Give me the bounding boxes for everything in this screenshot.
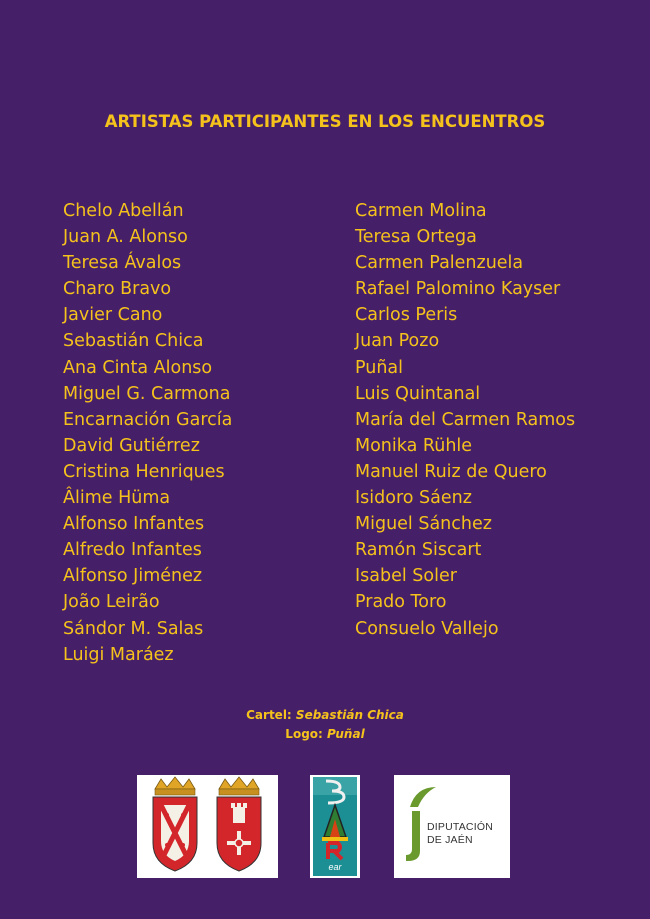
artist-name: Monika Rühle [355, 435, 473, 456]
ear-logo-text: ear [328, 862, 342, 872]
artist-name: Consuelo Vallejo [355, 618, 499, 639]
artist-name: David Gutiérrez [63, 435, 200, 456]
poster-credit-label: Cartel: [246, 708, 292, 722]
artist-name: Juan A. Alonso [63, 227, 188, 248]
diputacion-jaen-logo [394, 775, 510, 878]
artist-list-left [63, 198, 232, 668]
artist-name: Carmen Molina [355, 201, 487, 221]
artist-name: Chelo Abellán [63, 201, 184, 221]
poster-credit [0, 708, 650, 722]
artist-name: Isidoro Sáenz [355, 488, 472, 509]
artist-name: Rafael Palomino Kayser [355, 279, 561, 300]
logo-credit-label: Logo: [285, 727, 323, 741]
poster-credit-value: Sebastián Chica [295, 708, 404, 722]
page-title: ARTISTAS PARTICIPANTES EN LOS ENCUENTROS [104, 112, 546, 131]
artist-name: Miguel Sánchez [355, 514, 492, 535]
artist-name: Âlime Hüma [63, 488, 171, 509]
artist-list-right [355, 198, 575, 642]
artist-name: Prado Toro [355, 592, 447, 613]
artist-name: Juan Pozo [355, 331, 440, 352]
ear-logo [310, 775, 360, 878]
artist-name: María del Carmen Ramos [355, 409, 576, 430]
artist-name: Luis Quintanal [355, 383, 481, 404]
artist-name: Carlos Peris [355, 305, 458, 326]
artist-name: Charo Bravo [63, 279, 172, 300]
artist-name: Sándor M. Salas [63, 618, 204, 639]
diputacion-line-2: DE JAÉN [427, 834, 473, 846]
artist-name: Teresa Ávalos [63, 253, 182, 274]
diputacion-line-1: DIPUTACIÓN [427, 821, 493, 833]
artist-name: João Leirão [63, 592, 160, 613]
artist-name: Carmen Palenzuela [355, 253, 524, 274]
artist-name: Sebastián Chica [63, 331, 204, 352]
artist-name: Teresa Ortega [355, 227, 477, 248]
artist-name: Encarnación García [63, 409, 233, 430]
coats-of-arms-icon [137, 775, 278, 878]
artist-name: Ana Cinta Alonso [63, 357, 213, 378]
artist-name: Alfredo Infantes [63, 540, 202, 561]
logo-credit [0, 727, 650, 741]
logo-credit-value: Puñal [327, 727, 365, 741]
artist-name: Isabel Soler [355, 566, 457, 587]
artist-name: Cristina Henriques [63, 461, 225, 482]
artist-name: Ramón Siscart [355, 540, 482, 561]
diputacion-text [427, 821, 493, 847]
coats-of-arms-logo [137, 775, 278, 878]
artist-name: Luigi Maráez [63, 644, 174, 665]
artist-name: Miguel G. Carmona [63, 383, 231, 404]
artist-name: Alfonso Infantes [63, 514, 205, 535]
artist-name: Puñal [355, 357, 404, 378]
ear-logo-icon [310, 775, 360, 878]
artist-name: Javier Cano [63, 305, 163, 326]
artist-name: Manuel Ruiz de Quero [355, 461, 547, 482]
artist-name: Alfonso Jiménez [63, 566, 203, 587]
